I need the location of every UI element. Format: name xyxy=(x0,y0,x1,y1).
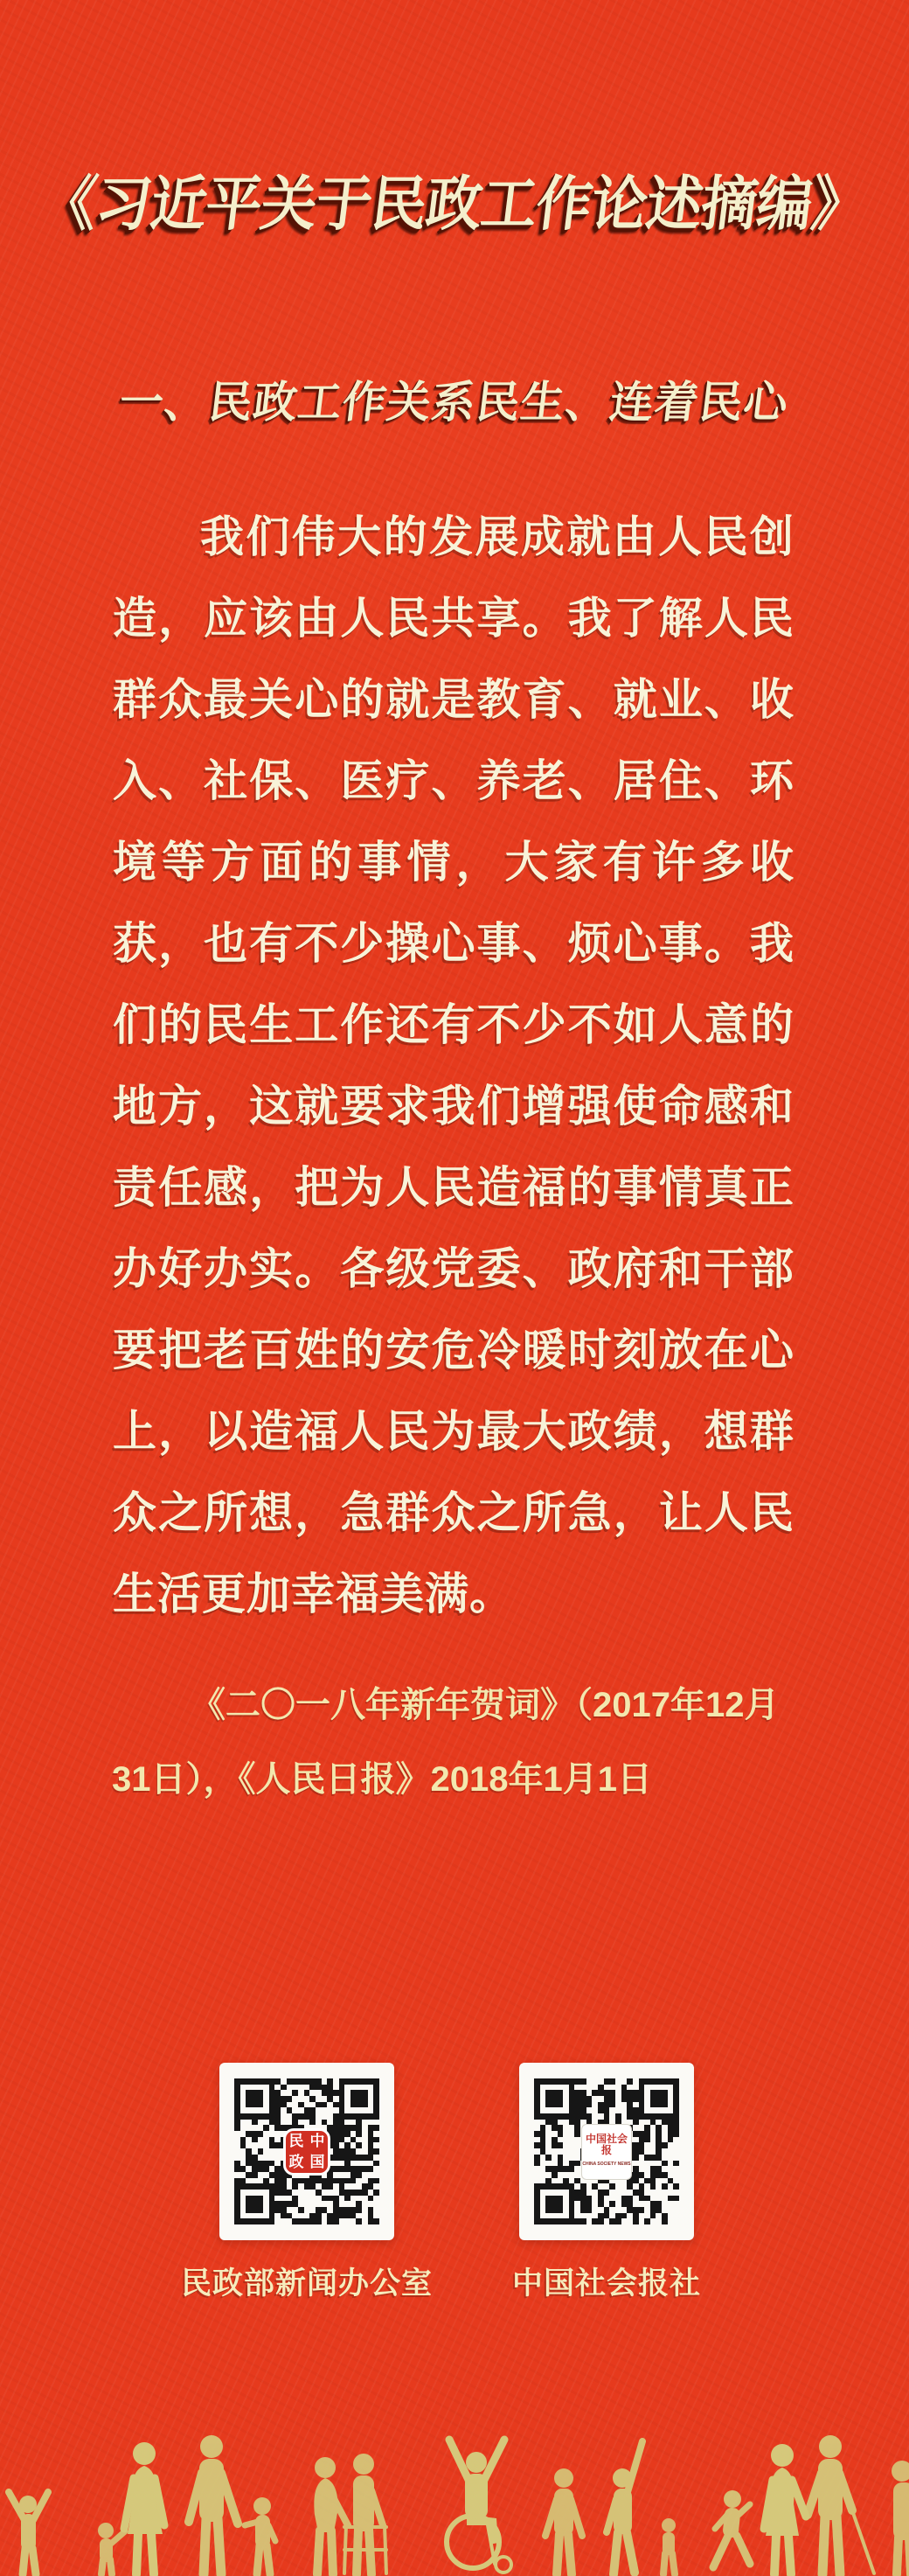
body-line: 我们伟大的发展成就由人民创 xyxy=(200,512,795,561)
figure-small-child xyxy=(662,2518,676,2574)
seal-char: 政 xyxy=(288,2154,304,2170)
seal-char: 民 xyxy=(288,2133,304,2149)
body-line: 造，应该由人民共享。我了解人民 xyxy=(113,594,795,643)
figure-running-child xyxy=(713,2490,750,2567)
poster-title: 《习近平关于民政工作论述摘编》 xyxy=(37,171,871,238)
body-line: 责任感，把为人民造福的事情真正 xyxy=(113,1163,795,1212)
body-line: 要把老百姓的安危冷暖时刻放在心 xyxy=(113,1326,795,1375)
body-line: 办好办实。各级党委、政府和干部 xyxy=(113,1244,795,1293)
figure-child xyxy=(245,2497,275,2574)
body-line: 生活更加幸福美满。 xyxy=(113,1570,514,1619)
figure-person-arm-raised xyxy=(607,2441,642,2574)
figure-man-with-cane xyxy=(808,2435,874,2574)
citation-line: 《二〇一八年新年贺词》（2017年12月 xyxy=(191,1686,780,1724)
qr-card-mca-news-office xyxy=(219,2063,394,2240)
logo-text: 中国社会报 xyxy=(585,2132,628,2156)
figure-man xyxy=(189,2435,238,2574)
body-line: 上，以造福人民为最大政绩，想群 xyxy=(113,1407,795,1456)
body-line: 众之所想，急群众之所急，让人民 xyxy=(113,1488,795,1537)
mca-seal-logo-icon xyxy=(283,2128,330,2176)
citation-line: 31日），《人民日报》2018年1月1日 xyxy=(112,1760,652,1799)
body-line: 们的民生工作还有不少不如人意的 xyxy=(113,1000,795,1049)
body-line: 入、社保、医疗、养老、居住、环 xyxy=(113,756,795,805)
body-line: 地方，这就要求我们增强使命感和 xyxy=(113,1082,795,1131)
qr-label-china-society-news: 中国社会报社 xyxy=(511,2266,701,2301)
citation xyxy=(112,1668,802,1817)
figure-person xyxy=(545,2468,582,2574)
seal-char: 中 xyxy=(309,2133,325,2149)
figure-partial-right xyxy=(892,2461,909,2574)
figure-elderly-couple-walker xyxy=(314,2454,386,2574)
figure-cheering-child xyxy=(9,2492,48,2574)
figure-woman-right xyxy=(764,2444,806,2574)
seal-char: 国 xyxy=(309,2154,325,2170)
people-silhouettes-graphic xyxy=(0,2427,909,2576)
china-society-news-logo-icon xyxy=(581,2124,632,2180)
body-line: 境等方面的事情，大家有许多收 xyxy=(113,838,795,887)
qr-card-china-society-news xyxy=(519,2063,694,2240)
qr-label-mca-news-office: 民政部新闻办公室 xyxy=(180,2266,433,2301)
section-heading: 一、民政工作关系民生、连着民心 xyxy=(116,378,792,427)
body-line: 群众最关心的就是教育、就业、收 xyxy=(113,675,795,724)
body-paragraph xyxy=(113,497,795,1635)
figure-woman xyxy=(124,2442,164,2574)
logo-sub-text: CHINA SOCIETY NEWS xyxy=(582,2161,631,2167)
figure-wheelchair-person xyxy=(447,2440,511,2573)
body-line: 获，也有不少操心事、烦心事。我 xyxy=(113,919,795,968)
